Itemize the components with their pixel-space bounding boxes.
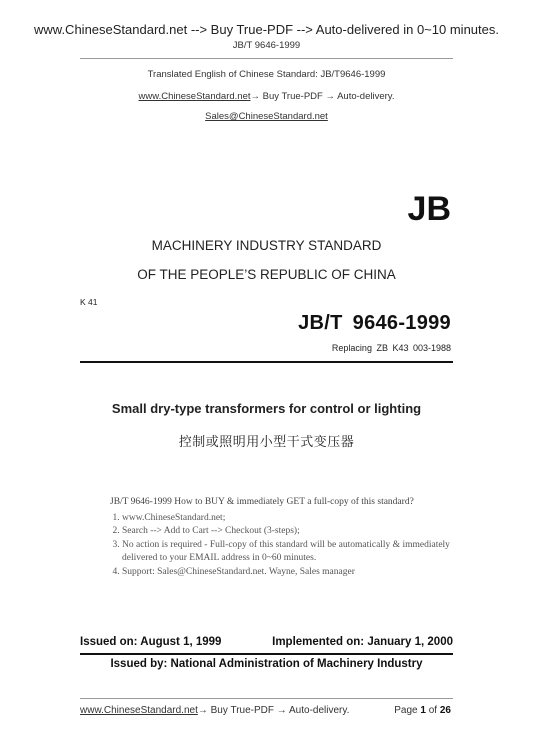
translated-note: Translated English of Chinese Standard: JB/T9646-1999 [147,69,386,80]
title-divider [80,361,453,363]
page-label: Page [394,705,421,716]
document-title-chinese: 控制或照明用小型干式变压器 [178,434,355,449]
issued-on: Issued on: August 1, 1999 [80,636,222,648]
standard-number [298,312,451,335]
header-banner: www.ChineseStandard.net --> Buy True-PDF --> Auto-delivered in 0~10 minutes. [34,22,499,37]
footer-site-link[interactable]: www.ChineseStandard.net [80,705,198,716]
footer-divider [80,698,453,699]
issued-by: Issued by: National Administration of Machinery Industry [110,658,423,670]
buy-steps-list [110,512,450,580]
buy-step: 3. No action is required - Full-copy of this standard will be automatically & immediately delivered to your EMAIL address in 0~60 minutes. [122,539,450,566]
footer-buy-line [80,705,349,716]
replacing-note: Replacing ZB K43 003-1988 [331,343,451,353]
site-link[interactable]: www.ChineseStandard.net [138,91,251,102]
issue-dates [80,636,453,648]
arrow-icon: → [250,91,260,102]
buy-text: Buy True-PDF [260,91,326,102]
email-line [0,111,533,122]
buy-instructions [110,496,450,579]
standard-number-prefix: JB/T [298,312,343,334]
auto-delivery-text: Auto-delivery. [334,91,395,102]
standard-title-line2: OF THE PEOPLE’S REPUBLIC OF CHINA [137,267,396,282]
arrow-icon: → [276,705,287,716]
arrow-icon: → [197,705,208,716]
footer-auto-delivery: Auto-delivery. [286,705,350,716]
standard-number-value: 9646-1999 [352,312,451,334]
document-title-english: Small dry-type transformers for control or lighting [111,401,422,416]
buy-step: 4. Support: Sales@ChineseStandard.net. Wayne, Sales manager [122,566,450,580]
email-link[interactable]: Sales@ChineseStandard.net [205,111,328,122]
page-indicator [394,705,451,716]
buy-instructions-heading: JB/T 9646-1999 How to BUY & immediately GET a full-copy of this standard? [110,497,414,507]
buy-link-line [0,91,533,102]
header-standard-code: JB/T 9646-1999 [232,40,301,51]
page-total: 26 [439,705,451,716]
buy-step: 1. www.ChineseStandard.net; [122,512,450,526]
buy-step: 2. Search --> Add to Cart --> Checkout (3-steps); [122,525,450,539]
page-of-label: of [425,705,440,716]
implemented-on: Implemented on: January 1, 2000 [272,636,453,648]
arrow-icon: → [325,91,335,102]
header-divider [80,58,453,59]
page-number: 1 [420,705,426,716]
standard-code-logo: JB [407,190,451,228]
issue-divider [80,653,453,655]
classification-code: K 41 [80,297,98,307]
standard-title-line1: MACHINERY INDUSTRY STANDARD [151,238,382,253]
footer-buy-text: Buy True-PDF [207,705,277,716]
